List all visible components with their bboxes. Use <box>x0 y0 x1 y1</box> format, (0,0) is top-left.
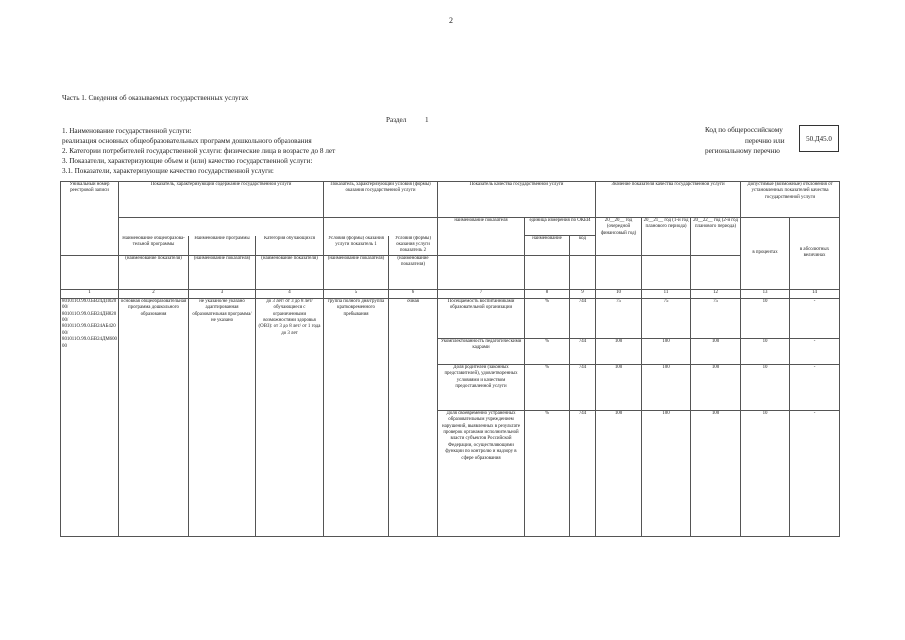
indicator-percent: 10 <box>741 410 790 536</box>
header-program-name: Наименование общеобразова-тельной программы <box>119 236 189 256</box>
header-allowed-deviation: Допустимые (возможные) отклонения от установленных показателей качества государственной услуги <box>741 182 840 218</box>
header-indicator-value: Значение показателя качества государственной услуги <box>596 182 741 218</box>
header-blank-7 <box>596 255 642 289</box>
registry-code-box <box>799 125 839 152</box>
col-number: 14 <box>790 289 840 298</box>
col-number: 13 <box>741 289 790 298</box>
header-condition-2: Условия (формы) оказания услуги показатель 2 <box>389 236 438 256</box>
header-condition-indicator: Показатель, характеризующий условия (формы) оказания государственной услуги <box>324 182 438 218</box>
form-cell: группа полного дня/группа кратковременного пребывания <box>324 298 389 536</box>
registry-code-cell: 801011О.99.0.БВ24ДП02000/ 801011О.99.0.БВ24ДН82000/ 801011О.99.0.БВ24АБ42000/ 801011О.99.0.БВ24ДМ60000 <box>61 298 119 536</box>
header-indicator-name: наименование показателя <box>438 218 525 256</box>
quality-heading: 3.1. Показатели, характеризующие качество государственной услуги: <box>62 167 274 175</box>
header-program: Наименование программы <box>189 236 256 256</box>
indicator-unit: % <box>525 410 570 536</box>
indicator-percent: 10 <box>741 338 790 364</box>
col-number: 6 <box>389 289 438 298</box>
indicator-name: Укомплектованность педагогическими кадрами <box>438 338 525 364</box>
header-absolute: в абсолютных величинах <box>790 218 840 290</box>
table-row <box>61 298 840 338</box>
category-cell: до 3 лет/ от 3 до 8 лет/ обучающиеся с ограниченными возможностями здоровья (ОВЗ): от 3 до 8 лет/ от 1 года до 3 лет <box>256 298 324 536</box>
page-number: 2 <box>449 16 453 25</box>
indicator-year-1: 100 <box>596 410 642 536</box>
header-blank-4 <box>438 255 525 289</box>
header-blank-6 <box>570 255 596 289</box>
indicator-year-1: 100 <box>596 338 642 364</box>
indicator-year-2: 100 <box>642 410 691 536</box>
col-number: 4 <box>256 289 324 298</box>
code-label-line2: перечню или <box>745 137 785 145</box>
indicator-name: Доля своевременно устраненных образовательным учреждением нарушений, выявленных в результате проверок органами исполнительной власти субъектов Российской Федерации, осуществляющими функции по контролю и надзору в сфере образования <box>438 410 525 536</box>
header-quality-indicator: Показатель качества государственной услуги <box>438 182 596 218</box>
indicator-name: Посещаемость воспитанниками образовательной организации <box>438 298 525 338</box>
col-number: 3 <box>189 289 256 298</box>
indicator-absolute: - <box>790 338 840 364</box>
indicator-absolute: - <box>790 298 840 338</box>
indicator-code: 744 <box>570 298 596 338</box>
code-label-line3: региональному перечню <box>705 147 780 155</box>
header-blank-5 <box>525 255 570 289</box>
header-registry-number: Уникальный номер реестровой записи <box>61 182 119 256</box>
indicator-year-1: 100 <box>596 364 642 410</box>
indicator-unit: % <box>525 298 570 338</box>
code-label-line1: Код по общероссийскому <box>705 126 783 134</box>
indicator-year-3: 100 <box>691 410 741 536</box>
col-number: 12 <box>691 289 741 298</box>
header-np-4: (наименование показателя) <box>324 255 389 289</box>
header-np-1: (наименование показателя) <box>119 255 189 289</box>
section-label: Раздел <box>386 116 407 124</box>
service-name-value: реализация основных общеобразовательных программ дошкольного образования <box>62 137 312 145</box>
header-condition-1: Условия (формы) оказания услуги показатель 1 <box>324 236 389 256</box>
indicator-year-3: 100 <box>691 338 741 364</box>
quality-indicators-table <box>60 181 840 537</box>
header-np-2: (наименование показателя) <box>189 255 256 289</box>
header-np-5: (наименование показателя) <box>389 255 438 289</box>
indicator-year-2: 75 <box>642 298 691 338</box>
service-name-label: 1. Наименование государственной услуги: <box>62 127 192 135</box>
header-unit-name: наименование <box>525 236 570 256</box>
indicator-percent: 10 <box>741 364 790 410</box>
col-number: 10 <box>596 289 642 298</box>
consumer-category: 2. Категории потребителей государственной услуги: физические лица в возрасте до 8 лет <box>62 147 336 155</box>
header-percent: в процентах <box>741 218 790 290</box>
col-number: 11 <box>642 289 691 298</box>
header-content-indicator: Показатель, характеризующий содержание государственной услуги <box>119 182 324 218</box>
col-number: 5 <box>324 289 389 298</box>
indicator-name: Доля родителей (законных представителей), удовлетворенных условиями и качеством предоставленной услуги <box>438 364 525 410</box>
indicator-percent: 10 <box>741 298 790 338</box>
header-year-3: 20__22__ год (2-й год планового периода) <box>691 218 741 256</box>
header-year-1: 20__20__ год (очередной финансовый год) <box>596 218 642 256</box>
header-year-2: 20__21__ год (1-й год планового периода) <box>642 218 691 256</box>
indicator-code: 744 <box>570 338 596 364</box>
header-unit: единица измерения по ОКЕИ <box>525 218 596 236</box>
header-blank-1 <box>119 218 324 236</box>
indicator-code: 744 <box>570 364 596 410</box>
indicator-year-3: 100 <box>691 364 741 410</box>
mode-cell: очная <box>389 298 438 536</box>
part-title: Часть 1. Сведения об оказываемых государственных услугах <box>62 94 249 102</box>
col-number: 7 <box>438 289 525 298</box>
indicator-absolute: - <box>790 410 840 536</box>
header-blank-9 <box>691 255 741 289</box>
indicator-unit: % <box>525 364 570 410</box>
indicator-absolute: - <box>790 364 840 410</box>
registry-code: 50.Д45.0 <box>806 134 832 143</box>
indicator-year-3: 75 <box>691 298 741 338</box>
indicator-code: 744 <box>570 410 596 536</box>
indicator-year-1: 75 <box>596 298 642 338</box>
indicator-unit: % <box>525 338 570 364</box>
header-student-category: Категория обучающихся <box>256 236 324 256</box>
indicators-heading: 3. Показатели, характеризующие объем и (или) качество государственной услуги: <box>62 157 313 165</box>
program-cell: основная общеобразовательная программа дошкольного образования <box>119 298 189 536</box>
header-np-3: (наименование показателя) <box>256 255 324 289</box>
col-number: 1 <box>61 289 119 298</box>
indicator-year-2: 100 <box>642 364 691 410</box>
col-number: 9 <box>570 289 596 298</box>
col-number: 8 <box>525 289 570 298</box>
program-name-cell: не указано/не указано адаптированная образовательная программа/не указано <box>189 298 256 536</box>
header-blank-8 <box>642 255 691 289</box>
header-blank-3 <box>61 255 119 289</box>
indicator-year-2: 100 <box>642 338 691 364</box>
header-unit-code: код <box>570 236 596 256</box>
col-number: 2 <box>119 289 189 298</box>
header-blank-2 <box>324 218 438 236</box>
section-number: 1 <box>425 116 429 124</box>
